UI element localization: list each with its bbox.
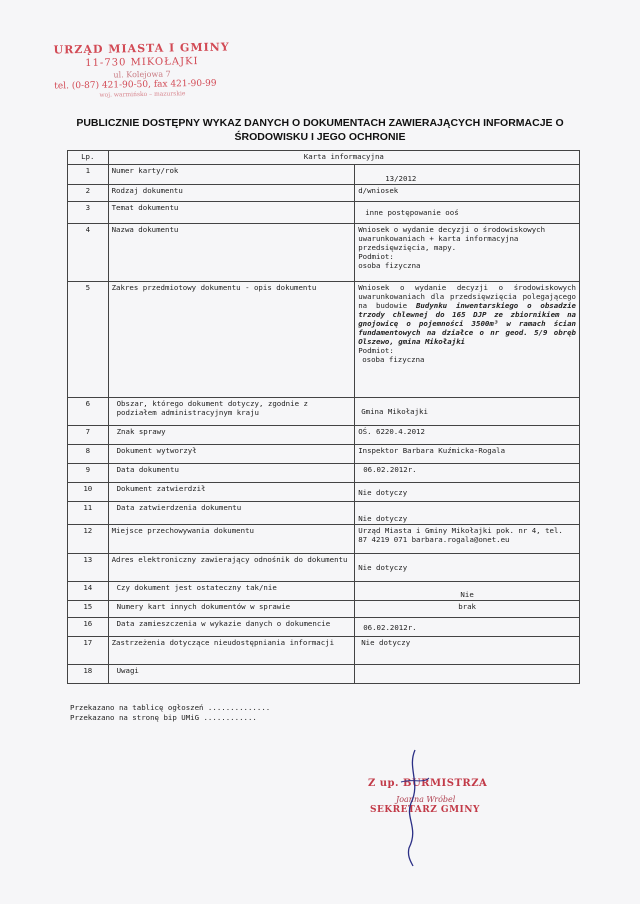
row-number: 13 bbox=[68, 554, 109, 582]
row-label: Data zamieszczenia w wykazie danych o dokumencie bbox=[108, 618, 355, 637]
row-value: 06.02.2012r. bbox=[355, 618, 580, 637]
table-row bbox=[68, 445, 580, 464]
header-lp: Lp. bbox=[68, 151, 109, 165]
signature-line-1: Z up. BURMISTRZA bbox=[368, 778, 488, 789]
row-number: 18 bbox=[68, 665, 109, 684]
row-value-subject-label: Podmiot: bbox=[358, 346, 394, 355]
row-label: Rodzaj dokumentu bbox=[108, 185, 355, 202]
table-row bbox=[68, 202, 580, 224]
table-row bbox=[68, 525, 580, 554]
table-row bbox=[68, 165, 580, 185]
table-row bbox=[68, 464, 580, 483]
table-row bbox=[68, 601, 580, 618]
row-label: Uwagi bbox=[108, 665, 355, 684]
row-value bbox=[355, 282, 580, 398]
table-row bbox=[68, 554, 580, 582]
row-number: 1 bbox=[68, 165, 109, 185]
table-row bbox=[68, 618, 580, 637]
row-value-text: Wniosek o wydanie decyzji o środowiskowych uwarunkowaniach dla przedsięwzięcia polegającego na budowie bbox=[358, 283, 576, 310]
information-card-table bbox=[67, 150, 580, 684]
row-number: 4 bbox=[68, 224, 109, 282]
table-row bbox=[68, 637, 580, 665]
row-value: Nie dotyczy bbox=[355, 502, 580, 525]
row-value-subject-label: Podmiot: bbox=[358, 252, 394, 261]
table-row bbox=[68, 665, 580, 684]
table-row bbox=[68, 185, 580, 202]
row-number: 11 bbox=[68, 502, 109, 525]
row-value-subject: osoba fizyczna bbox=[362, 355, 425, 364]
row-label: Nazwa dokumentu bbox=[108, 224, 355, 282]
row-value: Inspektor Barbara Kuźmicka-Rogala bbox=[355, 445, 580, 464]
transfer-notes bbox=[70, 703, 270, 723]
stamp-line-5: woj. warmińsko – mazurskie bbox=[99, 90, 186, 99]
table-header-row bbox=[68, 151, 580, 165]
row-value: brak bbox=[355, 601, 580, 618]
stamp-line-4: tel. (0-87) 421-90-50, fax 421-90-99 bbox=[54, 78, 217, 92]
row-label: Numery kart innych dokumentów w sprawie bbox=[108, 601, 355, 618]
row-number: 2 bbox=[68, 185, 109, 202]
row-number: 17 bbox=[68, 637, 109, 665]
table-row bbox=[68, 483, 580, 502]
stamp-line-2: 11-730 MIKOŁAJKI bbox=[85, 56, 199, 69]
row-value: Nie bbox=[355, 582, 580, 601]
row-label: Miejsce przechowywania dokumentu bbox=[108, 525, 355, 554]
row-value: Urząd Miasta i Gminy Mikołajki pok. nr 4, tel. 87 4219 071 barbara.rogala@onet.eu bbox=[355, 525, 580, 554]
row-value: 13/2012 bbox=[355, 165, 580, 185]
stamp-line-1: URZĄD MIASTA I GMINY bbox=[53, 40, 230, 57]
row-value-emphasis: Budynku inwentarskiego o obsadzie trzody chlewnej do 165 DJP ze zbiornikiem na gnojowicę o pojemności 3500m³ w ramach ścian fundamentowych na działce o nr geod. 5/9 obręb Olszewo, gmina Mikołajki bbox=[358, 301, 577, 346]
row-label: Adres elektroniczny zawierający odnośnik do dokumentu bbox=[108, 554, 355, 582]
table-row bbox=[68, 282, 580, 398]
row-value: Nie dotyczy bbox=[355, 637, 580, 665]
row-value bbox=[355, 224, 580, 282]
row-value: Gmina Mikołajki bbox=[355, 398, 580, 426]
row-label: Temat dokumentu bbox=[108, 202, 355, 224]
row-number: 16 bbox=[68, 618, 109, 637]
row-label: Znak sprawy bbox=[108, 426, 355, 445]
stamp-line-3: ul. Kolejowa 7 bbox=[113, 69, 171, 80]
header-card: Karta informacyjna bbox=[108, 151, 579, 165]
table-row bbox=[68, 502, 580, 525]
row-label: Czy dokument jest ostateczny tak/nie bbox=[108, 582, 355, 601]
row-label: Numer karty/rok bbox=[108, 165, 355, 185]
row-value: d/wniosek bbox=[355, 185, 580, 202]
office-stamp bbox=[52, 40, 233, 99]
row-label: Data zatwierdzenia dokumentu bbox=[108, 502, 355, 525]
signature-name: Joanna Wróbel bbox=[396, 795, 456, 804]
signature-stroke bbox=[393, 748, 433, 868]
row-number: 5 bbox=[68, 282, 109, 398]
row-label: Obszar, którego dokument dotyczy, zgodnie z podziałem administracyjnym kraju bbox=[108, 398, 355, 426]
row-value: 06.02.2012r. bbox=[355, 464, 580, 483]
table-row bbox=[68, 224, 580, 282]
row-number: 6 bbox=[68, 398, 109, 426]
row-label: Zakres przedmiotowy dokumentu - opis dokumentu bbox=[108, 282, 355, 398]
table-row bbox=[68, 398, 580, 426]
row-number: 8 bbox=[68, 445, 109, 464]
row-number: 14 bbox=[68, 582, 109, 601]
row-value: inne postępowanie ooś bbox=[355, 202, 580, 224]
table-row bbox=[68, 582, 580, 601]
row-label: Dokument zatwierdził bbox=[108, 483, 355, 502]
signature-role: SEKRETARZ GMINY bbox=[370, 805, 480, 815]
row-number: 3 bbox=[68, 202, 109, 224]
row-value bbox=[355, 665, 580, 684]
row-value: Nie dotyczy bbox=[355, 483, 580, 502]
row-value-subject: osoba fizyczna bbox=[358, 261, 421, 270]
row-number: 12 bbox=[68, 525, 109, 554]
row-number: 10 bbox=[68, 483, 109, 502]
row-label: Data dokumentu bbox=[108, 464, 355, 483]
note-notice-board: Przekazano na tablicę ogłoszeń .............. bbox=[70, 703, 271, 712]
row-value-text: Wniosek o wydanie decyzji o środowiskowych uwarunkowaniach + karta informacyjna przedsięwzięcia, mapy. bbox=[358, 225, 546, 252]
row-label: Dokument wytworzył bbox=[108, 445, 355, 464]
document-title: PUBLICZNIE DOSTĘPNY WYKAZ DANYCH O DOKUMENTACH ZAWIERAJĄCYCH INFORMACJE O ŚRODOWISKU I JEGO OCHRONIE bbox=[76, 117, 564, 143]
row-value: Nie dotyczy bbox=[355, 554, 580, 582]
note-bip-page: Przekazano na stronę bip UMiG ............ bbox=[70, 713, 257, 722]
row-label: Zastrzeżenia dotyczące nieudostępniania informacji bbox=[108, 637, 355, 665]
row-number: 15 bbox=[68, 601, 109, 618]
table-row bbox=[68, 426, 580, 445]
row-number: 7 bbox=[68, 426, 109, 445]
signature-stamp bbox=[368, 778, 518, 815]
row-value: OŚ. 6220.4.2012 bbox=[355, 426, 580, 445]
row-number: 9 bbox=[68, 464, 109, 483]
